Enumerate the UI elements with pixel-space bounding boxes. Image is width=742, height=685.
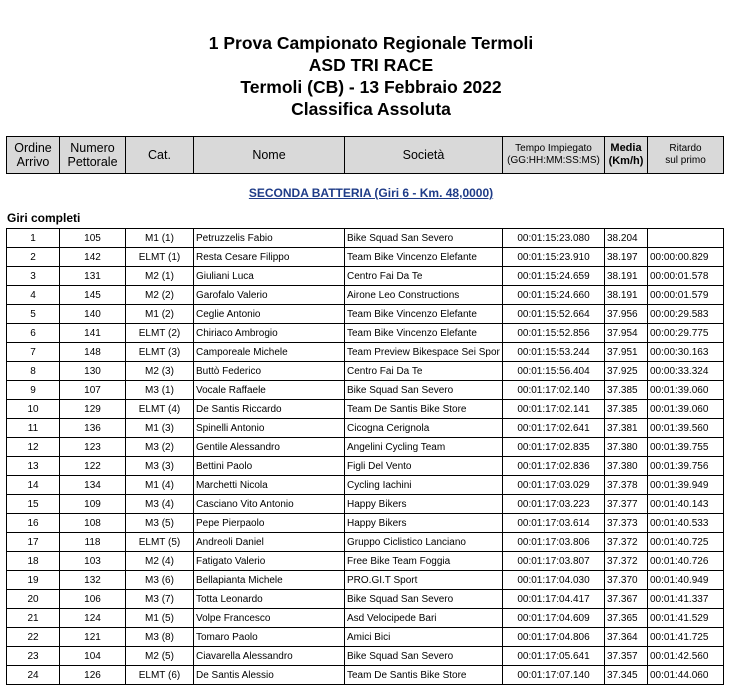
cell-ordine: 15 bbox=[7, 495, 60, 514]
cell-ritardo: 00:00:29.583 bbox=[648, 305, 724, 324]
cell-societa: Team De Santis Bike Store bbox=[345, 400, 503, 419]
cell-pettorale: 141 bbox=[60, 324, 126, 343]
table-row bbox=[7, 647, 724, 666]
cell-cat: ELMT (3) bbox=[126, 343, 194, 362]
cell-tempo: 00:01:17:04.806 bbox=[503, 628, 605, 647]
cell-tempo: 00:01:15:53.244 bbox=[503, 343, 605, 362]
cell-ordine: 1 bbox=[7, 229, 60, 248]
cell-cat: M2 (3) bbox=[126, 362, 194, 381]
cell-tempo: 00:01:17:02.835 bbox=[503, 438, 605, 457]
cell-societa: Cycling Iachini bbox=[345, 476, 503, 495]
cell-cat: M3 (4) bbox=[126, 495, 194, 514]
cell-ordine: 11 bbox=[7, 419, 60, 438]
cell-ordine: 4 bbox=[7, 286, 60, 305]
cell-ritardo: 00:00:33.324 bbox=[648, 362, 724, 381]
cell-nome: Tomaro Paolo bbox=[194, 628, 345, 647]
cell-ritardo: 00:01:41.725 bbox=[648, 628, 724, 647]
section-title: SECONDA BATTERIA (Giri 6 - Km. 48,0000) bbox=[248, 186, 494, 200]
cell-ordine: 18 bbox=[7, 552, 60, 571]
cell-ordine: 19 bbox=[7, 571, 60, 590]
cell-societa: Airone Leo Constructions bbox=[345, 286, 503, 305]
cell-ritardo: 00:01:40.533 bbox=[648, 514, 724, 533]
cell-nome: Bellapianta Michele bbox=[194, 571, 345, 590]
cell-pettorale: 108 bbox=[60, 514, 126, 533]
cell-pettorale: 122 bbox=[60, 457, 126, 476]
cell-pettorale: 104 bbox=[60, 647, 126, 666]
cell-societa: Bike Squad San Severo bbox=[345, 647, 503, 666]
cell-nome: Buttò Federico bbox=[194, 362, 345, 381]
cell-cat: ELMT (1) bbox=[126, 248, 194, 267]
cell-media: 38.197 bbox=[605, 248, 648, 267]
cell-tempo: 00:01:15:52.664 bbox=[503, 305, 605, 324]
cell-tempo: 00:01:17:03.807 bbox=[503, 552, 605, 571]
table-row bbox=[7, 362, 724, 381]
cell-societa: Angelini Cycling Team bbox=[345, 438, 503, 457]
cell-tempo: 00:01:17:03.614 bbox=[503, 514, 605, 533]
cell-nome: De Santis Alessio bbox=[194, 666, 345, 685]
header-tempo: Tempo Impiegato (GG:HH:MM:SS:MS) bbox=[503, 137, 605, 174]
cell-ritardo: 00:01:41.337 bbox=[648, 590, 724, 609]
cell-nome: Marchetti Nicola bbox=[194, 476, 345, 495]
cell-pettorale: 109 bbox=[60, 495, 126, 514]
header-societa: Società bbox=[345, 137, 503, 174]
table-row bbox=[7, 324, 724, 343]
cell-nome: Volpe Francesco bbox=[194, 609, 345, 628]
cell-media: 37.373 bbox=[605, 514, 648, 533]
cell-tempo: 00:01:17:04.030 bbox=[503, 571, 605, 590]
table-row bbox=[7, 571, 724, 590]
table-row bbox=[7, 286, 724, 305]
cell-tempo: 00:01:17:04.417 bbox=[503, 590, 605, 609]
cell-nome: Resta Cesare Filippo bbox=[194, 248, 345, 267]
table-row bbox=[7, 248, 724, 267]
cell-nome: Pepe Pierpaolo bbox=[194, 514, 345, 533]
cell-tempo: 00:01:15:52.856 bbox=[503, 324, 605, 343]
cell-ritardo: 00:01:40.949 bbox=[648, 571, 724, 590]
cell-cat: M1 (5) bbox=[126, 609, 194, 628]
cell-pettorale: 124 bbox=[60, 609, 126, 628]
cell-tempo: 00:01:17:02.140 bbox=[503, 381, 605, 400]
cell-ordine: 14 bbox=[7, 476, 60, 495]
title-line-2: ASD TRI RACE bbox=[308, 55, 434, 75]
header-cat: Cat. bbox=[126, 137, 194, 174]
cell-societa: Bike Squad San Severo bbox=[345, 229, 503, 248]
cell-cat: M1 (3) bbox=[126, 419, 194, 438]
cell-ritardo: 00:01:40.725 bbox=[648, 533, 724, 552]
cell-tempo: 00:01:17:05.641 bbox=[503, 647, 605, 666]
cell-media: 37.954 bbox=[605, 324, 648, 343]
cell-nome: Totta Leonardo bbox=[194, 590, 345, 609]
cell-ordine: 24 bbox=[7, 666, 60, 685]
cell-ordine: 10 bbox=[7, 400, 60, 419]
cell-societa: Happy Bikers bbox=[345, 495, 503, 514]
title-line-3: Termoli (CB) - 13 Febbraio 2022 bbox=[240, 77, 502, 97]
cell-societa: Team De Santis Bike Store bbox=[345, 666, 503, 685]
cell-societa: Figli Del Vento bbox=[345, 457, 503, 476]
cell-pettorale: 134 bbox=[60, 476, 126, 495]
cell-nome: De Santis Riccardo bbox=[194, 400, 345, 419]
table-row bbox=[7, 400, 724, 419]
cell-ordine: 3 bbox=[7, 267, 60, 286]
cell-cat: M2 (2) bbox=[126, 286, 194, 305]
cell-media: 38.191 bbox=[605, 286, 648, 305]
cell-tempo: 00:01:15:23.910 bbox=[503, 248, 605, 267]
cell-media: 37.951 bbox=[605, 343, 648, 362]
cell-nome: Gentile Alessandro bbox=[194, 438, 345, 457]
cell-tempo: 00:01:15:23.080 bbox=[503, 229, 605, 248]
cell-societa: Team Bike Vincenzo Elefante bbox=[345, 305, 503, 324]
table-row bbox=[7, 419, 724, 438]
cell-societa: Centro Fai Da Te bbox=[345, 267, 503, 286]
cell-cat: ELMT (2) bbox=[126, 324, 194, 343]
cell-tempo: 00:01:17:02.641 bbox=[503, 419, 605, 438]
cell-pettorale: 136 bbox=[60, 419, 126, 438]
cell-pettorale: 129 bbox=[60, 400, 126, 419]
cell-ritardo: 00:00:01.578 bbox=[648, 267, 724, 286]
header-media: Media (Km/h) bbox=[605, 137, 648, 174]
cell-ritardo: 00:01:40.726 bbox=[648, 552, 724, 571]
cell-cat: M3 (8) bbox=[126, 628, 194, 647]
cell-ritardo: 00:01:39.560 bbox=[648, 419, 724, 438]
cell-ritardo: 00:00:00.829 bbox=[648, 248, 724, 267]
cell-ordine: 13 bbox=[7, 457, 60, 476]
cell-tempo: 00:01:17:02.836 bbox=[503, 457, 605, 476]
cell-nome: Camporeale Michele bbox=[194, 343, 345, 362]
cell-ritardo: 00:01:42.560 bbox=[648, 647, 724, 666]
cell-nome: Bettini Paolo bbox=[194, 457, 345, 476]
cell-ritardo: 00:01:44.060 bbox=[648, 666, 724, 685]
cell-media: 37.345 bbox=[605, 666, 648, 685]
cell-ritardo bbox=[648, 229, 724, 248]
cell-societa: PRO.GI.T Sport bbox=[345, 571, 503, 590]
cell-nome: Chiriaco Ambrogio bbox=[194, 324, 345, 343]
cell-cat: M2 (4) bbox=[126, 552, 194, 571]
cell-media: 37.367 bbox=[605, 590, 648, 609]
cell-pettorale: 106 bbox=[60, 590, 126, 609]
cell-pettorale: 145 bbox=[60, 286, 126, 305]
cell-pettorale: 121 bbox=[60, 628, 126, 647]
table-row bbox=[7, 590, 724, 609]
cell-nome: Giuliani Luca bbox=[194, 267, 345, 286]
cell-societa: Bike Squad San Severo bbox=[345, 590, 503, 609]
cell-media: 37.372 bbox=[605, 533, 648, 552]
cell-nome: Petruzzelis Fabio bbox=[194, 229, 345, 248]
cell-ritardo: 00:01:39.060 bbox=[648, 400, 724, 419]
cell-pettorale: 126 bbox=[60, 666, 126, 685]
table-row bbox=[7, 514, 724, 533]
cell-media: 37.377 bbox=[605, 495, 648, 514]
table-row bbox=[7, 305, 724, 324]
cell-pettorale: 132 bbox=[60, 571, 126, 590]
table-row bbox=[7, 381, 724, 400]
cell-media: 37.925 bbox=[605, 362, 648, 381]
table-row bbox=[7, 533, 724, 552]
cell-cat: M3 (1) bbox=[126, 381, 194, 400]
cell-cat: M3 (2) bbox=[126, 438, 194, 457]
cell-cat: M3 (6) bbox=[126, 571, 194, 590]
table-row bbox=[7, 229, 724, 248]
cell-ritardo: 00:01:39.060 bbox=[648, 381, 724, 400]
cell-media: 37.378 bbox=[605, 476, 648, 495]
cell-pettorale: 130 bbox=[60, 362, 126, 381]
cell-nome: Vocale Raffaele bbox=[194, 381, 345, 400]
cell-tempo: 00:01:15:24.659 bbox=[503, 267, 605, 286]
cell-ritardo: 00:01:39.755 bbox=[648, 438, 724, 457]
cell-pettorale: 131 bbox=[60, 267, 126, 286]
cell-cat: M1 (4) bbox=[126, 476, 194, 495]
cell-ordine: 9 bbox=[7, 381, 60, 400]
cell-societa: Free Bike Team Foggia bbox=[345, 552, 503, 571]
cell-ordine: 21 bbox=[7, 609, 60, 628]
cell-pettorale: 142 bbox=[60, 248, 126, 267]
cell-societa: Happy Bikers bbox=[345, 514, 503, 533]
table-row bbox=[7, 476, 724, 495]
cell-media: 37.357 bbox=[605, 647, 648, 666]
cell-ordine: 5 bbox=[7, 305, 60, 324]
cell-ritardo: 00:00:30.163 bbox=[648, 343, 724, 362]
cell-media: 37.385 bbox=[605, 400, 648, 419]
cell-tempo: 00:01:17:07.140 bbox=[503, 666, 605, 685]
cell-cat: ELMT (4) bbox=[126, 400, 194, 419]
title-line-4: Classifica Assoluta bbox=[291, 99, 451, 119]
cell-ritardo: 00:01:41.529 bbox=[648, 609, 724, 628]
cell-ritardo: 00:01:40.143 bbox=[648, 495, 724, 514]
cell-tempo: 00:01:17:02.141 bbox=[503, 400, 605, 419]
cell-media: 37.380 bbox=[605, 457, 648, 476]
table-row bbox=[7, 495, 724, 514]
cell-cat: M2 (5) bbox=[126, 647, 194, 666]
cell-tempo: 00:01:15:56.404 bbox=[503, 362, 605, 381]
cell-media: 37.956 bbox=[605, 305, 648, 324]
results-table bbox=[6, 228, 724, 685]
cell-nome: Garofalo Valerio bbox=[194, 286, 345, 305]
cell-ritardo: 00:00:29.775 bbox=[648, 324, 724, 343]
cell-societa: Gruppo Ciclistico Lanciano bbox=[345, 533, 503, 552]
cell-nome: Ceglie Antonio bbox=[194, 305, 345, 324]
cell-tempo: 00:01:15:24.660 bbox=[503, 286, 605, 305]
table-row bbox=[7, 666, 724, 685]
table-row bbox=[7, 609, 724, 628]
cell-societa: Team Preview Bikespace Sei Spor bbox=[345, 343, 503, 362]
cell-media: 37.381 bbox=[605, 419, 648, 438]
cell-ordine: 8 bbox=[7, 362, 60, 381]
cell-ordine: 23 bbox=[7, 647, 60, 666]
cell-pettorale: 105 bbox=[60, 229, 126, 248]
cell-ordine: 17 bbox=[7, 533, 60, 552]
cell-pettorale: 103 bbox=[60, 552, 126, 571]
cell-ritardo: 00:01:39.949 bbox=[648, 476, 724, 495]
cell-pettorale: 107 bbox=[60, 381, 126, 400]
cell-cat: M1 (2) bbox=[126, 305, 194, 324]
cell-nome: Ciavarella Alessandro bbox=[194, 647, 345, 666]
cell-tempo: 00:01:17:03.806 bbox=[503, 533, 605, 552]
cell-tempo: 00:01:17:03.029 bbox=[503, 476, 605, 495]
cell-media: 37.372 bbox=[605, 552, 648, 571]
cell-media: 38.204 bbox=[605, 229, 648, 248]
table-row bbox=[7, 457, 724, 476]
cell-media: 37.385 bbox=[605, 381, 648, 400]
header-nome: Nome bbox=[194, 137, 345, 174]
cell-cat: M3 (7) bbox=[126, 590, 194, 609]
cell-societa: Team Bike Vincenzo Elefante bbox=[345, 248, 503, 267]
header-ordine-arrivo: Ordine Arrivo bbox=[7, 137, 60, 174]
cell-societa: Centro Fai Da Te bbox=[345, 362, 503, 381]
cell-ordine: 12 bbox=[7, 438, 60, 457]
cell-cat: M3 (3) bbox=[126, 457, 194, 476]
cell-nome: Fatigato Valerio bbox=[194, 552, 345, 571]
results-header bbox=[6, 136, 724, 174]
cell-nome: Spinelli Antonio bbox=[194, 419, 345, 438]
cell-media: 37.364 bbox=[605, 628, 648, 647]
cell-media: 37.365 bbox=[605, 609, 648, 628]
table-row bbox=[7, 628, 724, 647]
table-row bbox=[7, 267, 724, 286]
table-row bbox=[7, 343, 724, 362]
cell-ordine: 16 bbox=[7, 514, 60, 533]
header-numero-pettorale: Numero Pettorale bbox=[60, 137, 126, 174]
cell-ritardo: 00:00:01.579 bbox=[648, 286, 724, 305]
cell-tempo: 00:01:17:04.609 bbox=[503, 609, 605, 628]
cell-nome: Andreoli Daniel bbox=[194, 533, 345, 552]
cell-ritardo: 00:01:39.756 bbox=[648, 457, 724, 476]
cell-societa: Bike Squad San Severo bbox=[345, 381, 503, 400]
cell-societa: Amici Bici bbox=[345, 628, 503, 647]
cell-ordine: 2 bbox=[7, 248, 60, 267]
header-ritardo: Ritardo sul primo bbox=[648, 137, 724, 174]
cell-media: 38.191 bbox=[605, 267, 648, 286]
cell-ordine: 20 bbox=[7, 590, 60, 609]
cell-media: 37.370 bbox=[605, 571, 648, 590]
cell-pettorale: 123 bbox=[60, 438, 126, 457]
cell-ordine: 6 bbox=[7, 324, 60, 343]
cell-cat: M1 (1) bbox=[126, 229, 194, 248]
cell-societa: Asd Velocipede Bari bbox=[345, 609, 503, 628]
cell-nome: Casciano Vito Antonio bbox=[194, 495, 345, 514]
title-line-1: 1 Prova Campionato Regionale Termoli bbox=[208, 33, 534, 53]
cell-pettorale: 140 bbox=[60, 305, 126, 324]
cell-ordine: 7 bbox=[7, 343, 60, 362]
cell-ordine: 22 bbox=[7, 628, 60, 647]
cell-tempo: 00:01:17:03.223 bbox=[503, 495, 605, 514]
cell-societa: Team Bike Vincenzo Elefante bbox=[345, 324, 503, 343]
cell-pettorale: 148 bbox=[60, 343, 126, 362]
group-label: Giri completi bbox=[7, 211, 81, 225]
table-row bbox=[7, 552, 724, 571]
cell-cat: M2 (1) bbox=[126, 267, 194, 286]
cell-cat: ELMT (6) bbox=[126, 666, 194, 685]
cell-cat: M3 (5) bbox=[126, 514, 194, 533]
cell-cat: ELMT (5) bbox=[126, 533, 194, 552]
cell-pettorale: 118 bbox=[60, 533, 126, 552]
cell-societa: Cicogna Cerignola bbox=[345, 419, 503, 438]
table-row bbox=[7, 438, 724, 457]
cell-media: 37.380 bbox=[605, 438, 648, 457]
